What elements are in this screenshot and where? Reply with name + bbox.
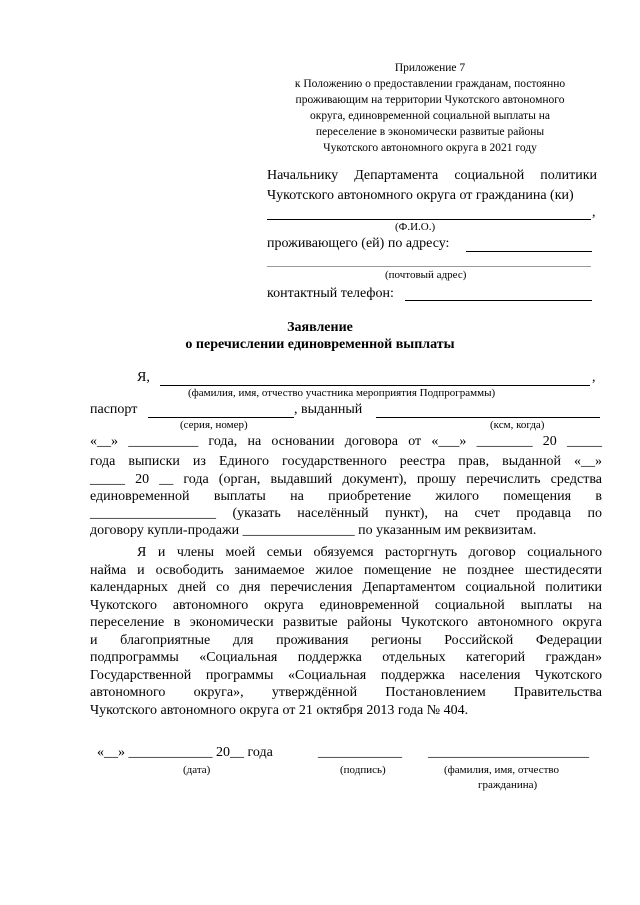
signer-name-caption-2: гражданина) [478,779,538,791]
issued-label: , выданный [294,402,363,417]
date-field[interactable]: «__» ____________ 20__ года [97,745,273,760]
document-subtitle: о перечислении единовременной выплаты [185,337,455,352]
fio-caption: (Ф.И.О.) [395,221,436,233]
body-line: __________________ (указать населённый пункт), на счет продавца по [90,506,602,521]
annex-line: переселение в экономически развитые районы [315,126,545,138]
ya-label: Я, [137,370,150,385]
annex-line: округа, единовременной социальной выплаты на [310,110,550,122]
paragraph-line: календарных дней со дня перечисления Департаментом социальной политики [90,580,602,595]
issued-by-caption: (ксм, когда) [490,419,545,431]
annex-line: к Положению о предоставлении гражданам, постоянно [294,78,566,90]
signer-name-caption: (фамилия, имя, отчество [444,764,560,776]
address-field[interactable] [466,251,592,252]
paragraph-line: Государственной программы «Социальная поддержка населения Чукотского [90,667,602,683]
paragraph-line: Я и члены моей семьи обязуемся расторгнуть договор социального [137,545,602,560]
passport-number-field[interactable] [148,417,294,418]
obligation-paragraph [90,544,602,719]
fullname-caption: (фамилия, имя, отчество участника мероприятия Подпрограммы) [188,387,496,399]
annex-line: Приложение 7 [394,62,466,74]
fullname-field[interactable] [160,385,590,386]
phone-label: контактный телефон: [267,286,394,301]
signature-caption: (подпись) [340,764,386,776]
address-label: проживающего (ей) по адресу: [267,236,450,251]
paragraph-line: Чукотского автономного округа от 21 октября 2013 года № 404. [90,702,469,718]
date-caption: (дата) [183,764,211,776]
body-line: года выписки из Единого государственного реестра прав, выданной «__» [90,454,602,469]
postal-caption: (почтовый адрес) [385,269,467,281]
passport-label: паспорт [90,402,138,417]
postal-address-field[interactable] [267,266,591,267]
paragraph-line: подпрограммы «Социальная поддержка отдельных категорий граждан» [90,650,602,665]
signature-field[interactable]: ____________ [318,745,402,760]
body-line: _____ 20 __ года (орган, выдавший документ), прошу перечислить средства [90,472,602,487]
body-line: единовременной выплаты на приобретение жилого помещения в [90,489,602,504]
body-line: договору купли-продажи ________________ по указанным им реквизитам. [90,523,537,538]
phone-field[interactable] [405,300,592,301]
paragraph-line: Чукотского автономного округа единовременной социальной выплаты на [90,597,602,613]
addressee-line-1: Начальнику Департамента социальной политики [267,168,597,183]
document-title: Заявление [287,320,353,335]
series-caption: (серия, номер) [180,419,248,431]
body-line: «__» __________ года, на основании договора от «___» ________ 20 _____ [90,434,602,449]
paragraph-line: и благоприятные для проживания регионы Российской Федерации [90,632,602,648]
signer-name-field[interactable]: _______________________ [428,745,589,760]
paragraph-line: автономного округа», утверждённой Постановлением Правительства [90,685,602,700]
annex-header [270,60,590,156]
annex-line: проживающим на территории Чукотского автономного [295,94,565,106]
passport-issued-field[interactable] [376,417,600,418]
paragraph-line: переселение в экономически развитые районы Чукотского автономного округа [90,615,602,630]
annex-line: Чукотского автономного округа в 2021 году [323,142,537,154]
fio-field[interactable] [267,219,591,220]
addressee-line-2: Чукотского автономного округа от гражданина (ки) [267,188,574,203]
paragraph-line: найма и освободить занимаемое жилое помещение не позднее шестидесяти [90,562,602,578]
